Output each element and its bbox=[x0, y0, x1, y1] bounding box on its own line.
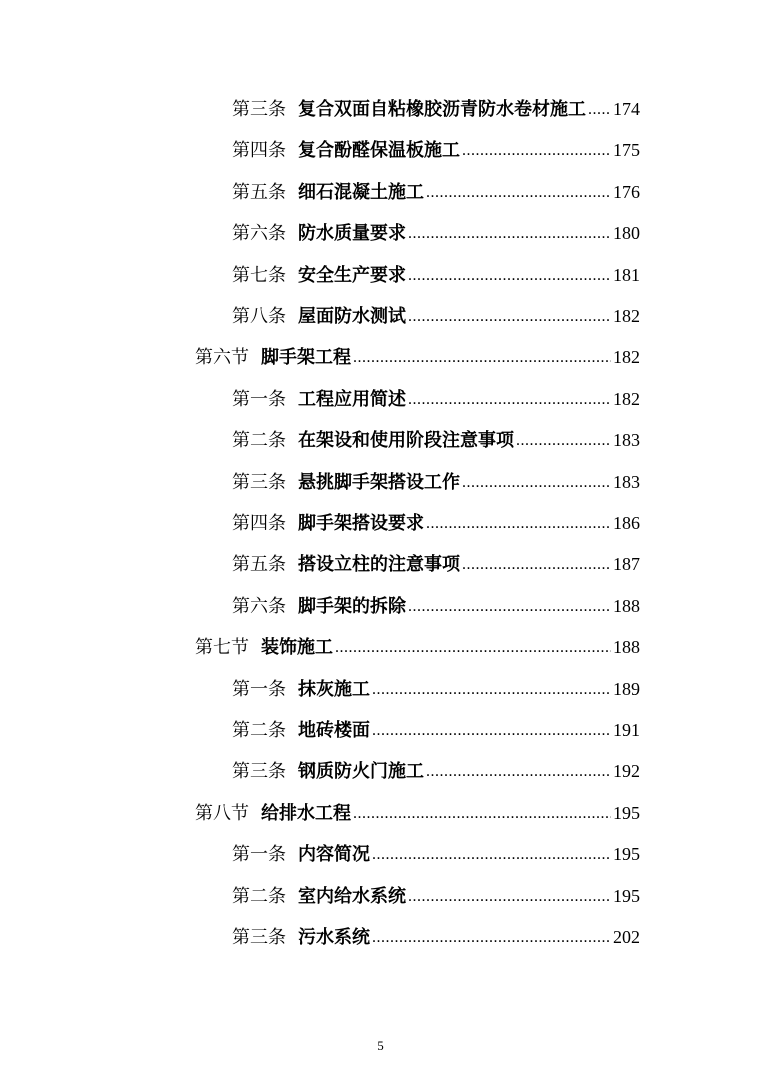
toc-entry[interactable] bbox=[232, 301, 640, 331]
toc-section-entry[interactable] bbox=[195, 632, 640, 662]
toc-entry-page: 188 bbox=[613, 595, 640, 616]
toc-entry-page: 195 bbox=[613, 844, 640, 865]
toc-entry-page: 182 bbox=[613, 306, 640, 326]
toc-dot-leader bbox=[462, 136, 611, 166]
toc-entry[interactable] bbox=[232, 549, 640, 579]
toc-entry[interactable] bbox=[232, 260, 640, 290]
toc-dot-leader bbox=[353, 343, 611, 373]
toc-entry-title: 内容简况 bbox=[298, 844, 370, 866]
toc-entry-number: 第一条 bbox=[232, 388, 286, 410]
toc-entry[interactable] bbox=[232, 839, 640, 869]
toc-entry-page: 183 bbox=[613, 471, 640, 492]
toc-entry[interactable] bbox=[232, 674, 640, 704]
toc-entry-page: 176 bbox=[613, 181, 640, 202]
toc-dot-leader bbox=[335, 633, 611, 663]
toc-entry-page: 180 bbox=[613, 223, 640, 244]
toc-section-entry[interactable] bbox=[195, 798, 640, 828]
toc-entry-title: 装饰施工 bbox=[261, 637, 333, 659]
toc-section-entry[interactable] bbox=[195, 342, 640, 372]
toc-entry-title: 安全生产要求 bbox=[298, 264, 406, 286]
toc-entry-number: 第一条 bbox=[232, 678, 286, 700]
toc-entry-title: 防水质量要求 bbox=[298, 223, 406, 245]
toc-entry-number: 第六节 bbox=[195, 347, 249, 369]
toc-entry[interactable] bbox=[232, 756, 640, 786]
toc-entry-number: 第七条 bbox=[232, 264, 286, 286]
toc-entry-title: 细石混凝土施工 bbox=[298, 181, 424, 203]
toc-dot-leader bbox=[588, 95, 611, 125]
toc-dot-leader bbox=[372, 923, 611, 953]
toc-entry-title: 抹灰施工 bbox=[298, 678, 370, 700]
toc-entry-title: 搭设立柱的注意事项 bbox=[298, 554, 460, 576]
toc-dot-leader bbox=[426, 509, 611, 539]
toc-dot-leader bbox=[408, 302, 611, 332]
toc-entry[interactable] bbox=[232, 508, 640, 538]
toc-entry[interactable] bbox=[232, 135, 640, 165]
toc-dot-leader bbox=[408, 882, 611, 912]
toc-dot-leader bbox=[372, 840, 611, 870]
toc-entry-number: 第八条 bbox=[232, 306, 286, 327]
toc-entry-title: 工程应用简述 bbox=[298, 388, 406, 410]
page-number: 5 bbox=[377, 1038, 384, 1053]
toc-dot-leader bbox=[462, 550, 611, 580]
toc-entry[interactable] bbox=[232, 467, 640, 497]
toc-entry[interactable] bbox=[232, 425, 640, 455]
toc-entry-number: 第三条 bbox=[232, 927, 286, 948]
toc-entry[interactable] bbox=[232, 881, 640, 911]
toc-entry-number: 第四条 bbox=[232, 140, 286, 162]
toc-dot-leader bbox=[426, 757, 611, 787]
toc-entry-number: 第二条 bbox=[232, 430, 286, 452]
toc-entry-number: 第一条 bbox=[232, 844, 286, 866]
toc-dot-leader bbox=[372, 675, 611, 705]
toc-entry-page: 202 bbox=[613, 927, 640, 947]
toc-entry-page: 175 bbox=[613, 140, 640, 161]
toc-entry-number: 第三条 bbox=[232, 761, 286, 783]
toc-entry-title: 脚手架工程 bbox=[261, 347, 351, 369]
toc-entry-number: 第二条 bbox=[232, 885, 286, 907]
toc-entry[interactable] bbox=[232, 922, 640, 952]
toc-entry-page: 192 bbox=[613, 761, 640, 782]
toc-entry-number: 第二条 bbox=[232, 720, 286, 741]
toc-entry-number: 第六条 bbox=[232, 595, 286, 617]
toc-entry-title: 复合酚醛保温板施工 bbox=[298, 140, 460, 162]
toc-entry-number: 第八节 bbox=[195, 802, 249, 824]
toc-dot-leader bbox=[426, 178, 611, 208]
toc-entry-number: 第三条 bbox=[232, 471, 286, 493]
toc-entry-title: 脚手架搭设要求 bbox=[298, 513, 424, 534]
toc-dot-leader bbox=[462, 468, 611, 498]
toc-dot-leader bbox=[408, 261, 611, 291]
toc-entry-title: 污水系统 bbox=[298, 927, 370, 948]
toc-entry-title: 屋面防水测试 bbox=[298, 306, 406, 327]
toc-entry-title: 悬挑脚手架搭设工作 bbox=[298, 471, 460, 493]
toc-entry-number: 第三条 bbox=[232, 99, 286, 120]
toc-entry-page: 186 bbox=[613, 513, 640, 533]
toc-entry[interactable] bbox=[232, 591, 640, 621]
toc-dot-leader bbox=[408, 592, 611, 622]
toc-entry-page: 181 bbox=[613, 264, 640, 285]
toc-entry-title: 给排水工程 bbox=[261, 802, 351, 824]
toc-entry-page: 191 bbox=[613, 720, 640, 740]
toc-entry-title: 钢质防火门施工 bbox=[298, 761, 424, 783]
toc-entry-page: 182 bbox=[613, 388, 640, 409]
toc-entry-page: 189 bbox=[613, 678, 640, 699]
toc-entry[interactable] bbox=[232, 218, 640, 248]
toc-entry-number: 第四条 bbox=[232, 513, 286, 534]
toc-entry-page: 182 bbox=[613, 347, 640, 368]
toc-entry[interactable] bbox=[232, 715, 640, 745]
toc-entry-page: 174 bbox=[613, 99, 640, 119]
toc-entry[interactable] bbox=[232, 94, 640, 124]
toc-dot-leader bbox=[516, 426, 611, 456]
toc-entry-title: 复合双面自粘橡胶沥青防水卷材施工 bbox=[298, 99, 586, 120]
toc-entry-page: 195 bbox=[613, 802, 640, 823]
toc-entry-page: 195 bbox=[613, 885, 640, 906]
toc-entry[interactable] bbox=[232, 177, 640, 207]
toc-entry-page: 188 bbox=[613, 637, 640, 658]
toc-dot-leader bbox=[353, 799, 611, 829]
toc-entry-page: 187 bbox=[613, 554, 640, 575]
toc-entry[interactable] bbox=[232, 384, 640, 414]
toc-dot-leader bbox=[372, 716, 611, 746]
toc-entry-page: 183 bbox=[613, 430, 640, 451]
toc-entry-number: 第六条 bbox=[232, 223, 286, 245]
toc-entry-number: 第七节 bbox=[195, 637, 249, 659]
toc-entry-number: 第五条 bbox=[232, 181, 286, 203]
toc-dot-leader bbox=[408, 219, 611, 249]
toc-entry-title: 地砖楼面 bbox=[298, 720, 370, 741]
toc-entry-title: 在架设和使用阶段注意事项 bbox=[298, 430, 514, 452]
toc-entry-number: 第五条 bbox=[232, 554, 286, 576]
toc-dot-leader bbox=[408, 385, 611, 415]
toc-entry-title: 脚手架的拆除 bbox=[298, 595, 406, 617]
toc-entry-title: 室内给水系统 bbox=[298, 885, 406, 907]
